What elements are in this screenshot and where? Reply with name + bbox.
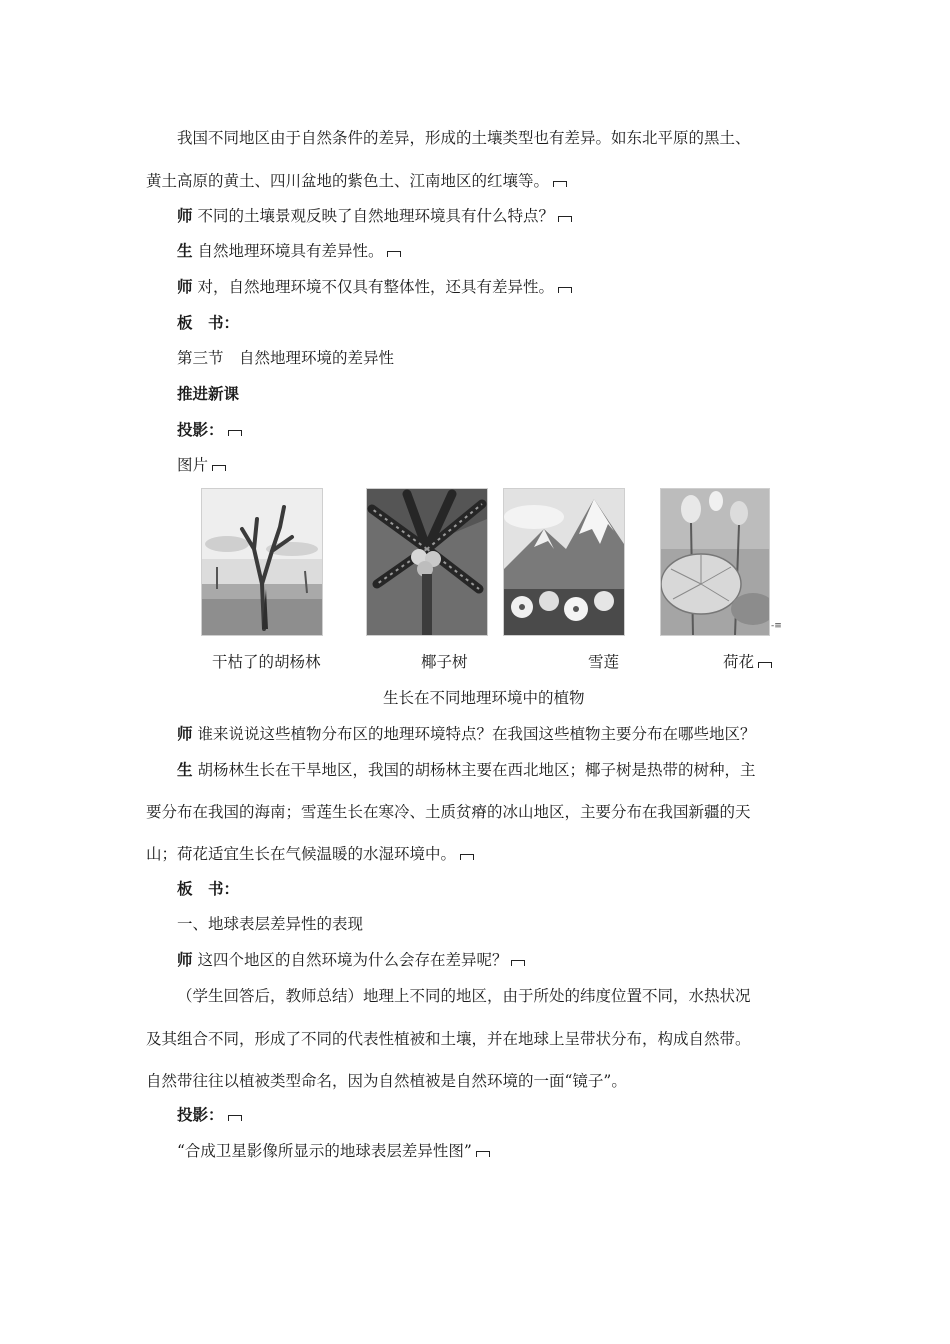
dialogue-teacher-1: 师 不同的土壤景观反映了自然地理环境具有什么特点？: [177, 206, 572, 226]
edit-mark-icon: [558, 287, 572, 293]
board-label-2: 板 书：: [177, 879, 240, 898]
dialogue-teacher-3: 师 谁来说说这些植物分布区的地理环境特点？在我国这些植物主要分布在哪些地区？: [177, 724, 756, 743]
edit-mark-icon: [511, 960, 525, 966]
projection-label-2: 投影：: [177, 1105, 242, 1125]
figure-group-caption: 生长在不同地理环境中的植物: [383, 689, 585, 707]
edit-mark-icon: [228, 430, 242, 436]
dialogue-student-2-line-1: 生 胡杨林生长在干旱地区，我国的胡杨林主要在西北地区；椰子树是热带的树种，主: [177, 760, 756, 779]
satellite-image-title: “合成卫星影像所显示的地球表层差异性图”: [177, 1141, 490, 1161]
dialogue-student-2-line-2: 要分布在我国的海南；雪莲生长在寒冷、土质贫瘠的冰山地区，主要分布在我国新疆的天: [146, 803, 751, 821]
summary-line-1: （学生回答后，教师总结）地理上不同的地区，由于所处的纬度位置不同，水热状况: [177, 987, 751, 1005]
summary-line-3: 自然带往往以植被类型命名，因为自然植被是自然环境的一面“镜子”。: [146, 1072, 627, 1090]
dialogue-teacher-2: 师 对，自然地理环境不仅具有整体性，还具有差异性。: [177, 277, 572, 297]
section-title: 第三节 自然地理环境的差异性: [177, 349, 395, 367]
edit-mark-icon: [460, 854, 474, 860]
edit-mark-icon: [212, 465, 226, 471]
photo-snow-lotus: [503, 488, 625, 636]
photo-coconut-palm: [366, 488, 488, 636]
edit-mark-icon: [228, 1115, 242, 1121]
paragraph-intro-line-2: 黄土高原的黄土、四川盆地的紫色土、江南地区的红壤等。: [146, 171, 567, 191]
board-label-1: 板 书：: [177, 313, 240, 332]
photo-lotus: [660, 488, 770, 636]
dialogue-teacher-4: 师 这四个地区的自然环境为什么会存在差异呢？: [177, 950, 525, 970]
caption-dried-poplar: 干枯了的胡杨林: [212, 653, 321, 671]
edit-mark-icon: [558, 216, 572, 222]
paragraph-intro-line-1: 我国不同地区由于自然条件的差异，形成的土壤类型也有差异。如东北平原的黑土、: [177, 129, 751, 147]
summary-line-2: 及其组合不同，形成了不同的代表性植被和土壤，并在地球上呈带状分布，构成自然带。: [146, 1030, 751, 1048]
stray-mark: -≡: [771, 621, 782, 631]
heading-surface-differences: 一、地球表层差异性的表现: [177, 915, 364, 933]
dialogue-student-1: 生 自然地理环境具有差异性。: [177, 241, 401, 261]
caption-snow-lotus: 雪莲: [588, 653, 620, 671]
dialogue-student-2-line-3: 山；荷花适宜生长在气候温暖的水湿环境中。: [146, 844, 474, 864]
edit-mark-icon: [387, 251, 401, 257]
caption-lotus: 荷花: [723, 652, 772, 672]
new-lesson-label: 推进新课: [177, 384, 240, 403]
edit-mark-icon: [553, 181, 567, 187]
photo-dried-poplar: [201, 488, 323, 636]
pictures-label: 图片: [177, 455, 226, 475]
edit-mark-icon: [476, 1151, 490, 1157]
caption-coconut-palm: 椰子树: [421, 653, 468, 671]
edit-mark-icon: [758, 662, 772, 668]
projection-label-1: 投影：: [177, 420, 242, 440]
